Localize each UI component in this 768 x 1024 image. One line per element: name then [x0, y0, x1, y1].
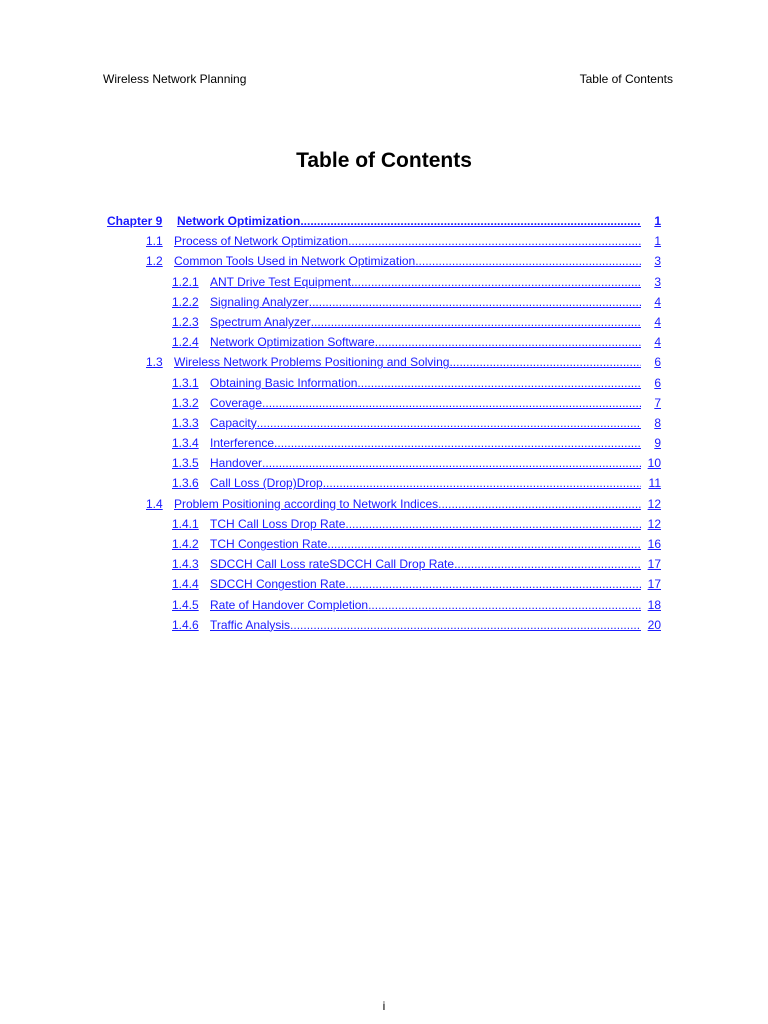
toc-entry-page: 3: [654, 274, 661, 289]
toc-entry-page: 16: [647, 537, 661, 551]
toc-dot-leader: [262, 393, 641, 413]
toc-dot-leader: [345, 514, 641, 534]
toc-dot-leader: [311, 312, 641, 332]
toc-entry-title: Network Optimization Software: [210, 335, 375, 350]
toc-entry-number: 1.3.4: [172, 436, 199, 451]
toc-entry-number: 1.3.6: [172, 476, 199, 491]
toc-dot-leader: [368, 595, 641, 615]
toc-entry-link[interactable]: [172, 292, 661, 312]
toc-entry[interactable]: [0, 231, 768, 251]
toc-entry-page: 9: [654, 436, 661, 451]
toc-entry-title: ANT Drive Test Equipment: [210, 274, 351, 289]
toc-entry-title: Signaling Analyzer: [210, 294, 309, 309]
running-header-left: Wireless Network Planning: [103, 72, 247, 86]
toc-entry-title: Common Tools Used in Network Optimization: [174, 254, 416, 269]
toc-entry-title: Obtaining Basic Information: [210, 375, 358, 390]
toc-entry-title: Handover: [210, 456, 263, 471]
toc-entry-link[interactable]: [146, 251, 661, 271]
toc-entry-page: 20: [647, 617, 661, 632]
toc-entry-page: 17: [647, 557, 661, 572]
toc-entry-link[interactable]: [172, 534, 661, 554]
toc-entry-number: 1.2.1: [172, 274, 199, 289]
toc-entry-number: 1.3.1: [172, 375, 199, 390]
toc-entry-number: 1.3.2: [172, 395, 199, 410]
toc-entry[interactable]: [0, 393, 768, 413]
toc-entry-title: Interference: [210, 436, 275, 451]
toc-entry-link[interactable]: [172, 473, 661, 493]
toc-entry-link[interactable]: [172, 514, 661, 534]
toc-dot-leader: [375, 332, 641, 352]
page-number: i: [382, 999, 386, 1013]
toc-entry-link[interactable]: [146, 494, 661, 514]
toc-entry-page: 6: [654, 355, 661, 370]
toc-entry-link[interactable]: [107, 211, 661, 231]
toc-entry-page: 7: [654, 395, 661, 410]
toc-entry-number: 1.4.3: [172, 557, 199, 572]
toc-entry[interactable]: [0, 373, 768, 393]
running-header-right: Table of Contents: [579, 72, 673, 86]
toc-entry-number: Chapter 9: [107, 214, 163, 228]
toc-entry[interactable]: [0, 494, 768, 514]
toc-entry-title: TCH Congestion Rate: [210, 537, 328, 551]
toc-entry-number: 1.2.2: [172, 294, 199, 309]
toc-dot-leader: [438, 494, 641, 514]
toc-entry-number: 1.4.2: [172, 537, 199, 551]
toc-entry-page: 10: [647, 456, 661, 471]
toc-entry[interactable]: [0, 554, 768, 574]
toc-entry-link[interactable]: [172, 433, 661, 453]
toc-dot-leader: [309, 292, 641, 312]
toc-entry-title: Rate of Handover Completion: [210, 597, 369, 612]
toc-entry-title: TCH Call Loss Drop Rate: [210, 516, 346, 531]
toc-entry-title: Traffic Analysis: [210, 617, 291, 632]
toc-dot-leader: [290, 615, 641, 635]
toc-entry-number: 1.3.3: [172, 415, 199, 430]
toc-entry[interactable]: [0, 574, 768, 594]
toc-entry-link[interactable]: [172, 554, 661, 574]
toc-entry-page: 1: [654, 214, 661, 228]
toc-entry-number: 1.2.3: [172, 314, 199, 329]
toc-entry-link[interactable]: [172, 574, 661, 594]
toc-entry[interactable]: [0, 312, 768, 332]
toc-entry[interactable]: [0, 453, 768, 473]
table-of-contents: [0, 211, 768, 635]
toc-dot-leader: [345, 574, 641, 594]
toc-entry-link[interactable]: [172, 312, 661, 332]
toc-entry-link[interactable]: [172, 393, 661, 413]
toc-dot-leader: [274, 433, 641, 453]
toc-entry[interactable]: [0, 292, 768, 312]
toc-entry[interactable]: [0, 332, 768, 352]
toc-entry[interactable]: [0, 615, 768, 635]
page-title: Table of Contents: [296, 149, 472, 172]
toc-entry-page: 4: [654, 314, 661, 329]
toc-entry-number: 1.3: [146, 355, 163, 370]
toc-entry-page: 1: [654, 234, 661, 249]
toc-entry-number: 1.2.4: [172, 335, 199, 350]
toc-entry[interactable]: [0, 595, 768, 615]
toc-entry-page: 4: [654, 335, 661, 350]
toc-dot-leader: [351, 272, 641, 292]
toc-entry-link[interactable]: [172, 615, 661, 635]
toc-entry-number: 1.4.4: [172, 577, 199, 592]
toc-entry-title: Wireless Network Problems Positioning and Solving: [174, 355, 450, 370]
toc-entry[interactable]: [0, 433, 768, 453]
toc-entry[interactable]: [0, 413, 768, 433]
toc-entry-page: 11: [648, 476, 661, 491]
toc-dot-leader: [357, 373, 641, 393]
toc-entry[interactable]: [0, 534, 768, 554]
toc-entry-page: 17: [647, 577, 661, 592]
toc-dot-leader: [415, 251, 641, 271]
toc-entry-number: 1.2: [146, 254, 163, 269]
toc-dot-leader: [449, 352, 641, 372]
toc-entry-title: Call Loss (Drop)Drop: [210, 476, 323, 491]
toc-entry-number: 1.1: [146, 234, 163, 249]
toc-entry-link[interactable]: [172, 272, 661, 292]
toc-entry-title: Process of Network Optimization: [174, 234, 349, 249]
toc-entry-page: 12: [647, 496, 661, 511]
toc-entry-link[interactable]: [172, 373, 661, 393]
toc-entry-title: Network Optimization: [177, 214, 301, 228]
toc-entry-page: 8: [654, 415, 661, 430]
toc-dot-leader: [262, 453, 641, 473]
toc-entry-page: 6: [654, 375, 661, 390]
toc-entry-number: 1.4.5: [172, 597, 199, 612]
toc-entry-title: Problem Positioning according to Network Indices: [174, 496, 439, 511]
toc-entry-number: 1.3.5: [172, 456, 199, 471]
toc-entry-title: Capacity: [210, 415, 257, 430]
toc-entry-title: Spectrum Analyzer: [210, 314, 311, 329]
toc-entry[interactable]: [0, 211, 768, 231]
toc-entry-title: SDCCH Congestion Rate: [210, 577, 346, 592]
toc-entry-page: 12: [647, 516, 661, 531]
toc-entry-number: 1.4: [146, 496, 163, 511]
toc-entry[interactable]: [0, 272, 768, 292]
toc-dot-leader: [323, 473, 641, 493]
toc-entry-link[interactable]: [172, 595, 661, 615]
toc-dot-leader: [257, 413, 641, 433]
toc-entry-link[interactable]: [146, 231, 661, 251]
toc-entry-title: Coverage: [210, 395, 263, 410]
toc-entry-number: 1.4.6: [172, 617, 199, 632]
toc-entry-link[interactable]: [146, 352, 661, 372]
toc-entry-page: 3: [654, 254, 661, 269]
toc-entry[interactable]: [0, 473, 768, 493]
toc-entry-number: 1.4.1: [172, 516, 199, 531]
toc-dot-leader: [327, 534, 641, 554]
toc-entry[interactable]: [0, 352, 768, 372]
toc-entry[interactable]: [0, 514, 768, 534]
toc-entry[interactable]: [0, 251, 768, 271]
toc-entry-link[interactable]: [172, 413, 661, 433]
toc-entry-page: 18: [647, 597, 661, 612]
toc-entry-page: 4: [654, 294, 661, 309]
toc-dot-leader: [348, 231, 641, 251]
toc-dot-leader: [300, 211, 641, 231]
toc-entry-link[interactable]: [172, 453, 661, 473]
toc-entry-title: SDCCH Call Loss rateSDCCH Call Drop Rate: [210, 557, 455, 572]
toc-dot-leader: [454, 554, 641, 574]
toc-entry-link[interactable]: [172, 332, 661, 352]
